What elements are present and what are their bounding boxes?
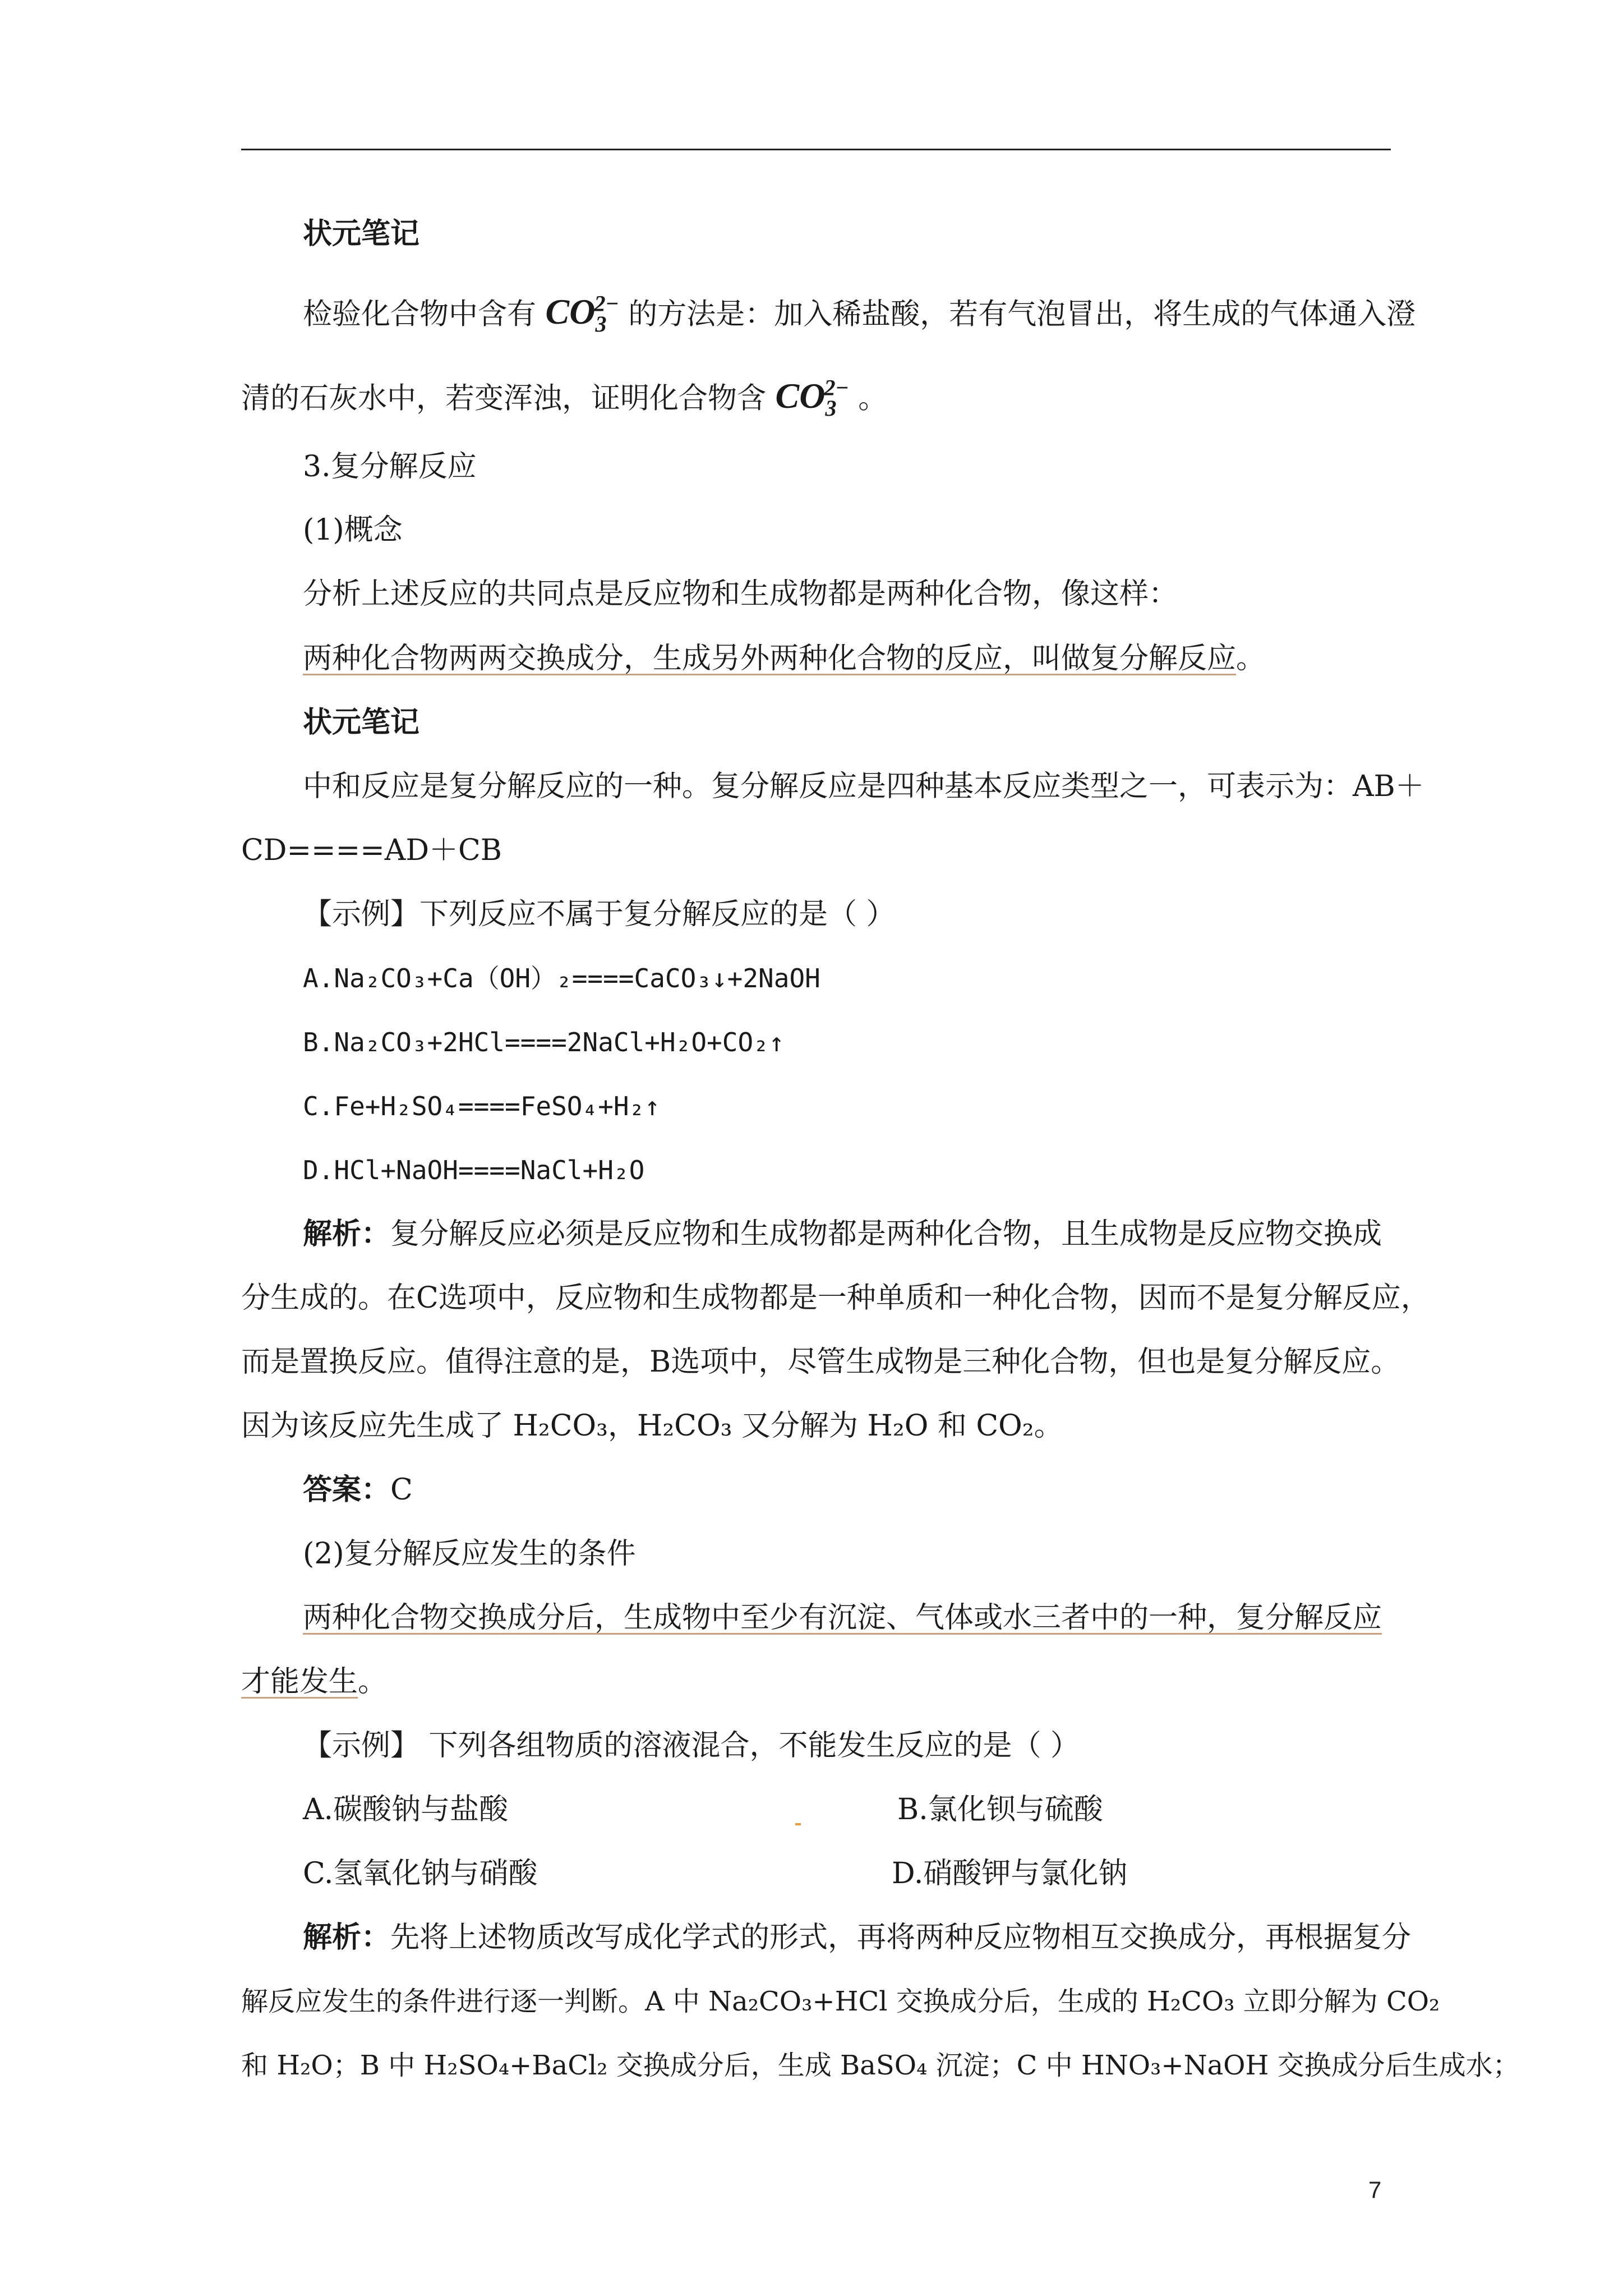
answer-label: 答案：	[303, 1473, 391, 1507]
example2-option-row-1	[303, 1792, 508, 1828]
example2-analysis-line3: 和 H₂O；B 中 H₂SO₄+BaCl₂ 交换成分后，生成 BaSO₄ 沉淀；C 中 HNO₃+NaOH 交换成分后生成水；	[241, 2050, 1520, 2081]
example1-analysis-line1: 解析：复分解反应必须是反应物和生成物都是两种化合物，且生成物是反应物交换成	[303, 1217, 1382, 1251]
note-heading-2: 状元笔记	[303, 705, 420, 739]
example1-option-d: D.HCl+NaOH====NaCl+H₂O	[303, 1155, 645, 1185]
example1-option-b: B.Na₂CO₃+2HCl====2NaCl+H₂O+CO₂↑	[303, 1027, 785, 1057]
example1-question: 【示例】下列反应不属于复分解反应的是（ ）	[303, 898, 896, 931]
example1-answer	[303, 1472, 413, 1508]
header-rule	[241, 149, 1391, 150]
section-title: 3.复分解反应	[303, 450, 477, 484]
page-number: 7	[1368, 2177, 1382, 2203]
note1-line2-pre: 清的石灰水中，若变浑浊，证明化合物含	[241, 381, 767, 416]
concept-paragraph: 分析上述反应的共同点是反应物和生成物都是两种化合物，像这样：	[303, 577, 1178, 611]
note-heading-1: 状元笔记	[303, 217, 420, 251]
example1-option-a: A.Na₂CO₃+Ca（OH）₂====CaCO₃↓+2NaOH	[303, 963, 820, 993]
example1-analysis-line3: 而是置换反应。值得注意的是，B选项中，尽管生成物是三种化合物，但也是复分解反应。	[241, 1345, 1400, 1379]
example1-analysis-line2: 分生成的。在C选项中，反应物和生成物都是一种单质和一种化合物，因而不是复分解反应，	[241, 1281, 1430, 1315]
note1-line1-post: 的方法是：加入稀盐酸，若有气泡冒出，将生成的气体通入澄	[628, 297, 1416, 332]
example2-option-a: A.碳酸钠与盐酸	[303, 1793, 509, 1826]
stray-mark	[795, 1823, 801, 1825]
example2-option-c: C.氢氧化钠与硝酸	[303, 1857, 538, 1890]
example2-question: 【示例】 下列各组物质的溶液混合，不能发生反应的是（ ）	[303, 1729, 1080, 1763]
definition-line: 两种化合物两两交换成分，生成另外两种化合物的反应，叫做复分解反应。	[303, 642, 1266, 675]
example2-analysis-line1: 解析：先将上述物质改写成化学式的形式，再将两种反应物相互交换成分，再根据复分	[303, 1920, 1412, 1954]
example1-analysis-line4: 因为该反应先生成了 H₂CO₃，H₂CO₃ 又分解为 H₂O 和 CO₂。	[241, 1409, 1063, 1443]
conditions-line1: 两种化合物交换成分后，生成物中至少有沉淀、气体或水三者中的一种，复分解反应	[303, 1601, 1382, 1635]
analysis-label: 解析：	[303, 1217, 391, 1251]
note2-line2: CD====AD＋CB	[241, 834, 502, 867]
note1-line1	[303, 286, 1415, 342]
carbonate-ion-formula: $CO_3^{2-}$	[545, 291, 619, 337]
example1-option-c: C.Fe+H₂SO₄====FeSO₄+H₂↑	[303, 1091, 660, 1121]
note1-line1-pre: 检验化合物中含有	[303, 297, 537, 332]
example2-option-b: B.氯化钡与硫酸	[897, 1793, 1103, 1826]
definition-text: 两种化合物两两交换成分，生成另外两种化合物的反应，叫做复分解反应	[303, 642, 1237, 675]
analysis-label: 解析：	[303, 1920, 391, 1954]
note2-line1: 中和反应是复分解反应的一种。复分解反应是四种基本反应类型之一，可表示为：AB＋	[303, 770, 1424, 803]
carbonate-ion-formula: $CO_3^{2-}$	[775, 375, 849, 421]
example2-option-d: D.硝酸钾与氯化钠	[892, 1857, 1128, 1890]
note1-line2-post: 。	[858, 381, 888, 416]
note1-line2	[241, 370, 887, 426]
conditions-line2: 才能发生。	[241, 1665, 388, 1699]
answer-value: C	[390, 1473, 413, 1507]
example2-analysis-line2: 解反应发生的条件进行逐一判断。A 中 Na₂CO₃+HCl 交换成分后，生成的 H₂CO₃ 立即分解为 CO₂	[241, 1986, 1440, 2017]
subsection-concept: (1)概念	[303, 513, 403, 547]
conditions-title: (2)复分解反应发生的条件	[303, 1537, 636, 1571]
